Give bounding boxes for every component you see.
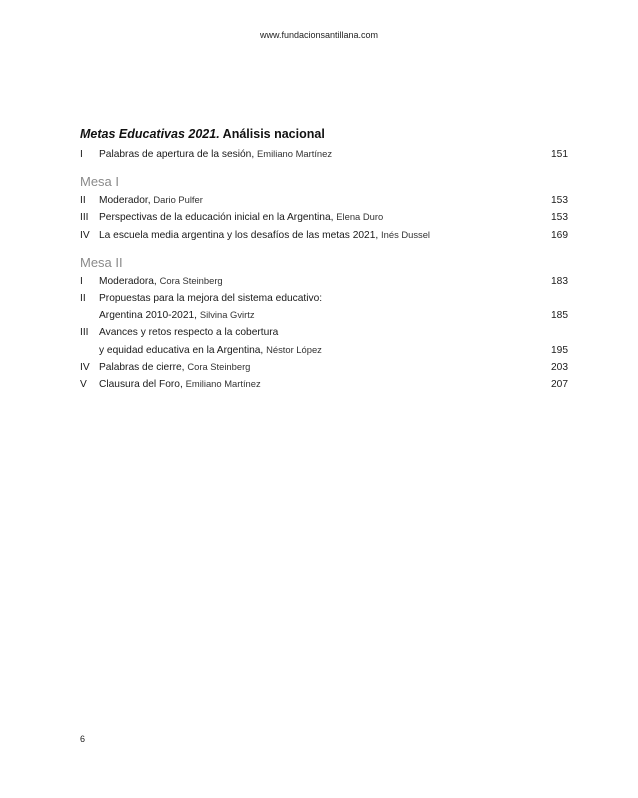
- entry-text: [99, 290, 528, 307]
- entry-title: Perspectivas de la educación inicial en la Argentina,: [99, 212, 337, 224]
- toc-title: [80, 127, 568, 141]
- entry-number: II: [80, 195, 86, 207]
- entry-author: Cora Steinberg: [159, 274, 223, 286]
- entry-text: [99, 307, 528, 324]
- toc-entry-row: [80, 146, 568, 163]
- entry-text: [99, 342, 528, 359]
- entry-text: [99, 359, 528, 376]
- toc-entry-row: [80, 273, 568, 290]
- entry-number: III: [80, 212, 89, 224]
- entry-title: Moderadora,: [99, 275, 160, 287]
- entry-text: [99, 209, 528, 226]
- entry-page-number: 207: [551, 379, 568, 391]
- entry-page-number: 169: [551, 229, 568, 241]
- entry-title: Propuestas para la mejora del sistema educativo:: [99, 293, 323, 305]
- entry-author: Silvina Gvirtz: [199, 309, 255, 321]
- entry-page-number: 183: [551, 275, 568, 287]
- entry-author: Elena Duro: [336, 211, 384, 223]
- toc-intro-group: [80, 146, 568, 163]
- entry-author: Néstor López: [266, 343, 322, 355]
- entry-page-number: 153: [551, 212, 568, 224]
- entry-title: Palabras de cierre,: [99, 361, 188, 373]
- section-title-mesa-2: Mesa II: [80, 254, 123, 270]
- entry-title: La escuela media argentina y los desafíos de las metas 2021,: [99, 229, 382, 241]
- toc-entry-row: [80, 324, 568, 341]
- entry-page-number: 151: [551, 149, 568, 160]
- section-title-mesa-1: Mesa I: [80, 174, 120, 190]
- toc-entry-row: [80, 290, 568, 307]
- entry-title: Clausura del Foro,: [99, 379, 186, 391]
- toc-entry-row: [80, 209, 568, 226]
- page-number: 6: [80, 734, 86, 744]
- header-url: www.fundacionsantillana.com: [259, 30, 379, 40]
- entry-text: [99, 324, 528, 341]
- entry-number: V: [80, 379, 87, 391]
- entry-number: III: [80, 327, 89, 339]
- entry-number: IV: [80, 229, 90, 241]
- entry-text: [99, 376, 528, 393]
- entry-number: IV: [80, 361, 90, 373]
- entry-text: [99, 146, 528, 163]
- entry-page-number: 153: [551, 195, 568, 207]
- entry-number: I: [80, 275, 83, 287]
- entry-title: Palabras de apertura de la sesión,: [99, 149, 258, 160]
- entry-title: y equidad educativa en la Argentina,: [99, 344, 267, 356]
- toc-entry-row: [80, 307, 568, 324]
- entry-author: Emiliano Martínez: [185, 378, 261, 390]
- entry-page-number: 185: [551, 310, 568, 322]
- entry-text: [99, 227, 528, 244]
- toc-title-italic: Metas Educativas 2021.: [80, 127, 220, 141]
- entry-title: Argentina 2010-2021,: [99, 310, 200, 322]
- entry-author: Cora Steinberg: [187, 360, 251, 372]
- toc-entry-row: [80, 342, 568, 359]
- toc-mesa-2-group: [80, 273, 568, 393]
- entry-number: II: [80, 293, 86, 305]
- toc-entry-row: [80, 227, 568, 244]
- entry-title: Avances y retos respecto a la cobertura: [99, 327, 279, 339]
- entry-author: Emiliano Martínez: [257, 148, 333, 159]
- entry-text: [99, 273, 528, 290]
- toc-entry-row: [80, 192, 568, 209]
- entry-page-number: 203: [551, 361, 568, 373]
- entry-page-number: 195: [551, 344, 568, 356]
- entry-author: Inés Dussel: [381, 228, 431, 240]
- entry-number: I: [80, 149, 83, 160]
- toc-entry-row: [80, 376, 568, 393]
- entry-author: Dario Pulfer: [153, 194, 203, 206]
- table-of-contents: [80, 127, 568, 393]
- entry-text: [99, 192, 528, 209]
- toc-title-rest: Análisis nacional: [219, 127, 325, 141]
- entry-title: Moderador,: [99, 195, 154, 207]
- toc-mesa-1-group: [80, 192, 568, 244]
- toc-entry-row: [80, 359, 568, 376]
